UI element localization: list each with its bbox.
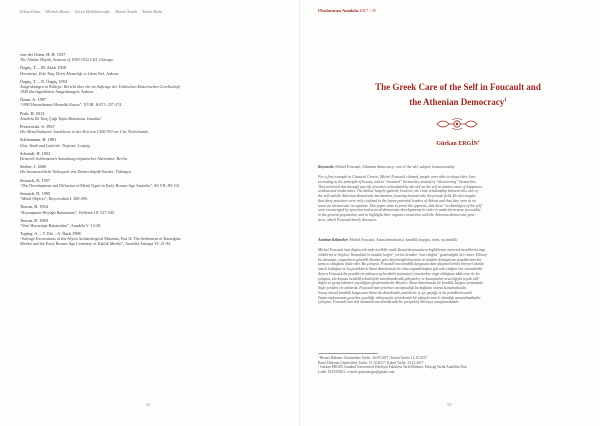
ozet-line: diğini ve geniş kitlelere yayıldığını göstermektedir. Böylece Atina demokrasisi ile kendilik kaygısı arasındaki	[318, 281, 483, 286]
ozet-line: Çalışma, Foucault'nun etik okumalarına demokratik bir perspektif eklemeyi amaçlamaktadır.	[318, 300, 460, 305]
ozet-line: sonucu olduğunu ifade eder. Bu çalışma, Foucault'nun kendilik kaygısına dair düşüncelerinin bireysel alanla	[318, 262, 484, 267]
reference-title: Horoztepe, Eski Tunç Devri Mezarlığı ve İskan Yeri, Ankara.	[20, 70, 120, 76]
ozet-line: Ayrıca Foucault bu pratiklerin yalnızca gelecekteki potansiyel yöneticilere özgü olduğunu iddia etse de bu	[318, 271, 480, 276]
abstract-line: according to the principle of beauty, and so “invented” themselves instead of “discovering” themselves.	[318, 179, 477, 184]
reference-author: Smouch, D. 1957	[20, 177, 51, 183]
reference-author: von der Osten, H. H. 1937	[20, 52, 66, 57]
reference-entry	[20, 65, 260, 75]
reference-title: Ilios, Stadt und Land der Trojaner, Leipzig.	[20, 142, 91, 148]
reference-title: “1995 Havuzlarının Mezarlık Kazısı”, XVIII. KST I: 257-274.	[20, 102, 123, 108]
reference-author: Przeworski, S. 1967	[20, 123, 55, 129]
keywords-en	[318, 165, 586, 170]
ozet-line: ilişki yeniden ele alınarak, Foucault'nun yeterince tartışmadığı bu bağlantı ortaya konulmaktadır.	[318, 286, 467, 290]
reference-author: Pirik, H. 2014	[20, 110, 45, 116]
reference-author: Smouch, D. 1995	[20, 190, 51, 196]
reference-entry	[20, 137, 260, 147]
journal-issue: 2017 / 35	[359, 8, 376, 13]
reference-title: Heinrich Schliemann’s Sammlung trojanischer Altertümer, Berlin.	[20, 155, 128, 161]
reference-title: “The Development and Diffusion of Metal Types in Early Bronze Age Anatolia”, AS VII: 89-113.	[20, 182, 181, 188]
reference-title: Die bronzezeitliche Nekropole von Demircihüyük-Sarıket, Tübingen.	[20, 169, 132, 175]
reference-entry	[20, 111, 260, 121]
ozet-line: Michel Foucault’nun düşüncelerinde özellikle antik Yunan'da insanların kişiliklerini özenerek kendilerini inşa	[318, 248, 486, 252]
reference-entry	[20, 191, 260, 201]
article-title	[330, 81, 586, 109]
ozet-line: çalışma, söz konusu kendilik teknolojilerinin demokratik gelişmeler ve konuşmalar aracılığıyla teşvik edil-	[318, 276, 480, 281]
abstract-line: tices, which Foucault barely discusses.	[318, 217, 378, 222]
reference-author: Öztan, A. 1997	[20, 97, 47, 103]
reference-title: Ausgrabungen in Kültepe. Bericht über die im Auftrage der Türkischen Historischen Gesellschaft	[20, 83, 180, 89]
reference-author: Tezcan, B. 1960	[20, 217, 48, 223]
ozet-line: Sonuç olarak kendilik kaygısının Atina’da demokratik pratiklerle iç içe geçtiği ve bu pratiklerin antik	[318, 290, 472, 295]
page-number-left: 52	[146, 402, 151, 407]
reference-title: Die Metallindustrie Anatoliens in der Zeit von 1500-700 vor Chr, Netherlands.	[20, 129, 149, 135]
reference-title: “Yeni Horoztepe Buluntuları”, Anadolu V: 13-38.	[20, 222, 102, 228]
reference-entry	[20, 79, 260, 94]
reference-author: Seeher, J. 2000	[20, 164, 47, 170]
title-footnote-marker: 1	[504, 98, 507, 103]
reference-entry	[20, 52, 260, 62]
running-head-author: Erkan Fidan	[20, 9, 41, 14]
author-footnote-marker: 2	[477, 139, 480, 143]
abstract-line: sense an aristocratic occupation. This paper aims to prove the opposite, that these “technologies of the self”	[318, 203, 484, 208]
left-running-head	[20, 9, 280, 14]
keywords-tr-text: Michel Foucault, Atina demokrasisi, kendilik kaygısı, özne, eşcinsellik	[349, 238, 458, 242]
footnote-line: ¹ Birinci Hakeme Gönderilme Tarihi: 26.09.2017 | Kabul Tarihi: 12.10.2017	[318, 356, 428, 360]
ozet-line: ettiklerini ve böylece Yunanlılar'ın kendini keşfet“ yerine kendini “icat ettiğini” gösterdiğini ileri sürer. Filozof	[318, 252, 487, 257]
abstract-line: For a first example in Classical Greece, Michel Foucault claimed, people were able to shape their lives	[318, 175, 476, 179]
reference-entry	[20, 218, 260, 228]
turkish-abstract	[318, 248, 586, 305]
keywords-text: Michel Foucault, Athenian democracy, care of the self, subject, homosexuality	[335, 165, 455, 169]
footnote-divider	[318, 353, 378, 354]
article-author	[330, 139, 586, 147]
reference-entry	[20, 151, 260, 161]
footnote-line: Laleli, İSTANBUL, e-mail: gurkanergin@gmail.com	[318, 369, 395, 374]
reference-title: Anadolu İlk Tunç Çağı Toplu Buluntusu, İstanbul.	[20, 115, 102, 121]
abstract-line: that these practices were only confined to the future potential leaders of Athens and that they were in no	[318, 198, 476, 203]
reference-title-cont: 1949 durchgeführten Ausgrabungen, Ankara.	[20, 88, 95, 94]
reference-title-cont: Mevkii and the Early Bronze Age Cemetery of Kaklık Mevkii”, Anatolia Antiqua VI: 21-94.	[20, 241, 172, 247]
reference-author: Tezcan, B. 1954	[20, 204, 48, 210]
reference-entry	[20, 178, 260, 188]
page-number-right: 53	[447, 402, 452, 407]
author-name: Gürkan ERGİN	[436, 141, 478, 147]
ozet-line: bu durumun, yaşamların güzellik ilkesine göre biçimlendirilmesinin ve kendini dönüştürme pratiklerinin bir	[318, 257, 482, 262]
footnote-line: İkinci Hakeme Gönderilme Tarihi: 13.10.2017 | Kabul Tarihi: 23.12.2017	[318, 360, 424, 365]
article-title-line	[330, 94, 586, 109]
abstract	[318, 175, 586, 223]
keywords-tr-label: Anahtar Kelimeler:	[318, 238, 349, 242]
reference-entry	[20, 231, 260, 246]
reference-entry	[20, 204, 260, 214]
reference-author: Schmidt, H. 1902	[20, 150, 51, 156]
reference-author: Özgüç, T. – N. Özgüç 1953	[20, 78, 68, 84]
reference-title: “Metal Objects”, Beycesultan I: 280-290.	[20, 196, 88, 202]
keywords-tr	[318, 238, 586, 243]
right-running-head	[318, 8, 376, 13]
reference-entry	[20, 164, 260, 174]
abstract-line: were encouraged by speeches and several democratic developments in order to make them more accessible	[318, 208, 481, 213]
abstract-line: They achieved this through specific practices articulated by the self on the self to attain a state of happiness,	[318, 184, 483, 189]
reference-entry	[20, 124, 260, 134]
running-head-author: Ahmet Bulut	[142, 9, 162, 14]
running-head-author: Michele Massa	[45, 9, 70, 14]
journal-name: Uluslararası Anadolu	[318, 8, 359, 13]
reference-title: “Koyunpınar Höyüğü Buluntuları”, Belleten 18: 327-330.	[20, 209, 115, 215]
reference-author: Özgüç, T. – M. Akok 1958	[20, 65, 66, 71]
abstract-line: to the general population, and to highlight their organic connection with the Athenian democratic prac-	[318, 213, 476, 217]
footnote-line: ² Gürkan ERGİN, İstanbul Üniversitesi Edebiyat Fakültesi Tarih Bölümü, Eskiçağ Tarihi Anabilim Dalı	[318, 365, 467, 370]
ozet-line: Yunan toplumunun geneline yayıldığı, dolayısıyla aristokratik bir uğraşla sınırlı olmadığı savunulmaktadır.	[318, 295, 482, 300]
abstract-line: wisdom and moderation. The thinker largely ignored, however, the close relationship between this care of	[318, 189, 479, 194]
running-head-author: Gürcü Mollahmetoğlu	[74, 9, 111, 14]
article-title-line-2: the Athenian Democracy	[409, 97, 505, 107]
reference-list	[20, 52, 260, 249]
decorative-ornament-icon	[435, 117, 479, 131]
article-title-line: The Greek Care of the Self in Foucault and	[375, 82, 541, 92]
reference-title: “Salvage Excavations of the Afyon Archaeological Museum, Part II: The Settlement of Karaoğlan	[20, 236, 181, 242]
keywords-label: Keywords:	[318, 165, 335, 169]
abstract-line: the self and the Athenian democratic mechanism, focusing instead only the private field. He also argues	[318, 194, 476, 198]
reference-entry	[20, 97, 260, 107]
reference-author: Schliemann, H. 1881	[20, 137, 57, 143]
reference-author: Topbaş, A. – T. Efe – A. İlaslı 1998	[20, 231, 81, 237]
running-head-author: Murat Öztürk	[115, 9, 138, 14]
ozet-line: sınırlı kaldığını ve bu pratiklerin Atina demokrasisi ile olan organik bağını göz ardı ettiğini öne sürmektedir.	[318, 267, 484, 271]
footnotes	[318, 356, 586, 374]
reference-title: The Alishar Hüyük, Seasons of 1930-1932 I-III, Chicago.	[20, 57, 114, 63]
